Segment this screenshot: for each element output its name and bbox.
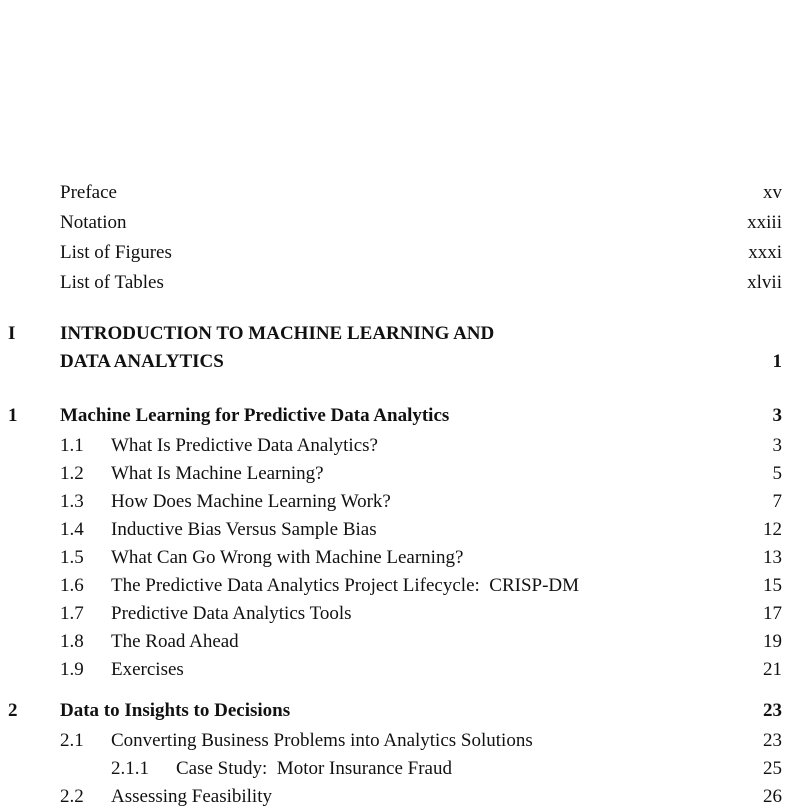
section-number: 1.8 bbox=[60, 631, 84, 652]
section-title: Inductive Bias Versus Sample Bias bbox=[111, 519, 377, 540]
toc-entry-page: xlvii bbox=[747, 272, 782, 293]
section-page: 15 bbox=[763, 575, 782, 596]
part-number: I bbox=[8, 323, 16, 344]
section-page: 5 bbox=[772, 463, 782, 484]
section-number: 2.2 bbox=[60, 786, 84, 807]
toc-entry-title: Notation bbox=[60, 212, 127, 233]
section-page: 13 bbox=[763, 547, 782, 568]
chapter-page: 3 bbox=[772, 405, 782, 426]
section-number: 1.5 bbox=[60, 547, 84, 568]
section-title: The Road Ahead bbox=[111, 631, 239, 652]
section-title: How Does Machine Learning Work? bbox=[111, 491, 391, 512]
part-page: 1 bbox=[772, 351, 782, 372]
section-number: 2.1 bbox=[60, 730, 84, 751]
toc-entry-title: List of Figures bbox=[60, 242, 172, 263]
section-number: 1.2 bbox=[60, 463, 84, 484]
chapter-number: 1 bbox=[8, 405, 18, 426]
toc-entry-page: xv bbox=[763, 182, 782, 203]
section-title: What Is Machine Learning? bbox=[111, 463, 324, 484]
section-page: 21 bbox=[763, 659, 782, 680]
section-title: Exercises bbox=[111, 659, 184, 680]
section-page: 17 bbox=[763, 603, 782, 624]
section-title: The Predictive Data Analytics Project Lifecycle: CRISP-DM bbox=[111, 575, 580, 596]
chapter-page: 23 bbox=[763, 700, 782, 721]
section-number: 1.9 bbox=[60, 659, 84, 680]
section-number: 1.4 bbox=[60, 519, 84, 540]
toc-entry-page: xxiii bbox=[747, 212, 782, 233]
part-title-line-1: INTRODUCTION TO MACHINE LEARNING AND bbox=[60, 323, 495, 344]
section-page: 12 bbox=[763, 519, 782, 540]
section-page: 23 bbox=[763, 730, 782, 751]
subsection-title: Case Study: Motor Insurance Fraud bbox=[176, 758, 452, 779]
chapter-number: 2 bbox=[8, 700, 18, 721]
section-page: 19 bbox=[763, 631, 782, 652]
section-title: Converting Business Problems into Analytics Solutions bbox=[111, 730, 533, 751]
section-number: 1.7 bbox=[60, 603, 84, 624]
toc-entry-page: xxxi bbox=[748, 242, 782, 263]
section-title: Predictive Data Analytics Tools bbox=[111, 603, 352, 624]
part-title-line-2: DATA ANALYTICS bbox=[60, 351, 224, 372]
section-number: 1.3 bbox=[60, 491, 84, 512]
section-number: 1.1 bbox=[60, 435, 84, 456]
chapter-title: Machine Learning for Predictive Data Analytics bbox=[60, 405, 450, 426]
section-page: 3 bbox=[772, 435, 782, 456]
section-title: Assessing Feasibility bbox=[111, 786, 272, 807]
section-title: What Is Predictive Data Analytics? bbox=[111, 435, 378, 456]
toc-entry-title: Preface bbox=[60, 182, 117, 203]
subsection-number: 2.1.1 bbox=[111, 758, 149, 779]
section-number: 1.6 bbox=[60, 575, 84, 596]
subsection-page: 25 bbox=[763, 758, 782, 779]
section-title: What Can Go Wrong with Machine Learning? bbox=[111, 547, 464, 568]
section-page: 7 bbox=[772, 491, 782, 512]
chapter-title: Data to Insights to Decisions bbox=[60, 700, 291, 721]
section-page: 26 bbox=[763, 786, 782, 807]
toc-entry-title: List of Tables bbox=[60, 272, 164, 293]
